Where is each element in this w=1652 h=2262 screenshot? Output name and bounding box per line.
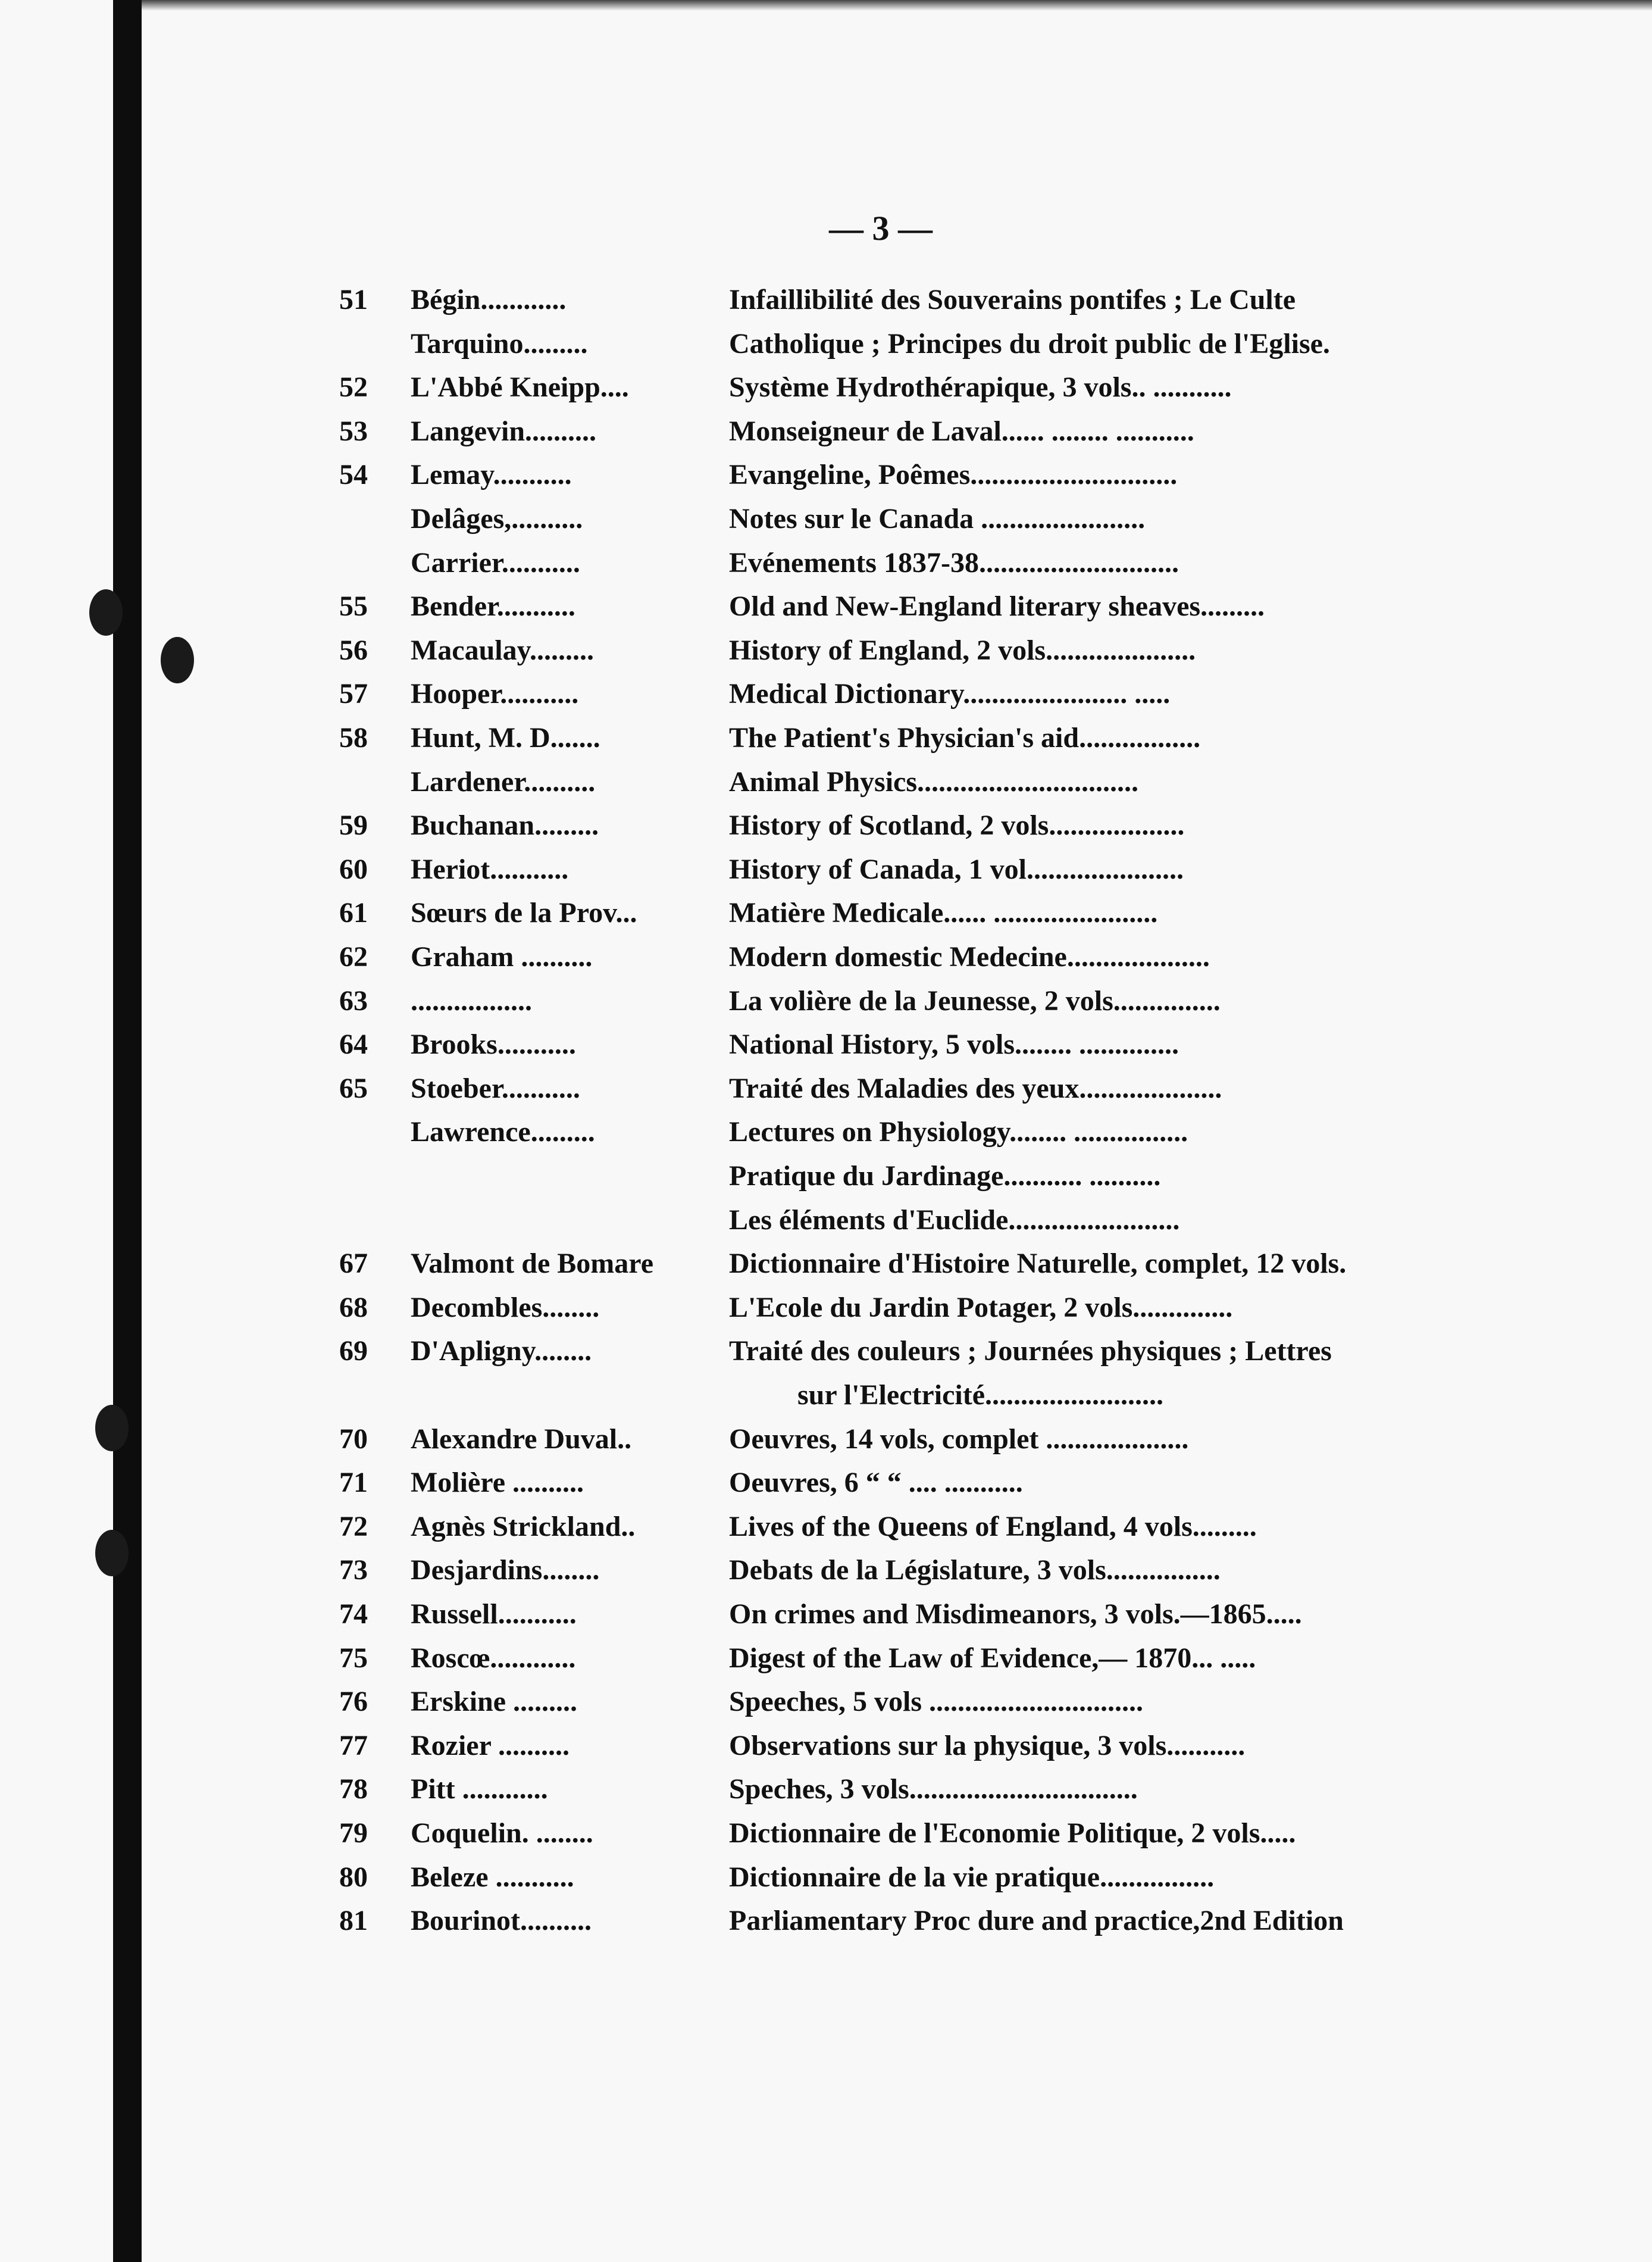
list-item [0, 453, 1652, 497]
entry-author: Stoeber........... [411, 1073, 580, 1104]
list-item [0, 1154, 1652, 1198]
entry-title: Lives of the Queens of England, 4 vols......... [729, 1511, 1257, 1542]
entry-number: 81 [339, 1905, 368, 1936]
list-item [0, 1242, 1652, 1286]
list-item [0, 1110, 1652, 1154]
entry-title: Medical Dictionary....................... ..... [729, 678, 1171, 710]
entry-author: Heriot........... [411, 854, 569, 885]
entry-number: 53 [339, 415, 368, 447]
entry-title: Dictionnaire de l'Economie Politique, 2 vols..... [729, 1817, 1296, 1849]
list-item [0, 848, 1652, 892]
entry-title: History of Canada, 1 vol...................... [729, 854, 1184, 885]
entry-title: Matière Medicale...... ....................... [729, 897, 1158, 929]
list-item [0, 672, 1652, 716]
entry-title: Debats de la Législature, 3 vols................ [729, 1554, 1221, 1586]
entry-title: Speches, 3 vols................................ [729, 1773, 1138, 1805]
entry-number: 51 [339, 284, 368, 315]
entry-number: 72 [339, 1511, 368, 1542]
entry-author: Valmont de Bomare [411, 1248, 653, 1279]
entry-number: 78 [339, 1773, 368, 1805]
entry-title: Monseigneur de Laval...... ........ ........... [729, 415, 1194, 447]
entry-title: Speeches, 5 vols .............................. [729, 1686, 1143, 1717]
list-item [0, 322, 1652, 366]
entry-author: Tarquino......... [411, 328, 588, 360]
list-item [0, 585, 1652, 629]
list-item [0, 1636, 1652, 1680]
entry-number: 80 [339, 1861, 368, 1893]
entry-title: sur l'Electricité......................... [797, 1379, 1163, 1411]
list-item [0, 497, 1652, 541]
entry-title: Parliamentary Proc dure and practice,2nd Edition [729, 1905, 1344, 1936]
entry-title: The Patient's Physician's aid................. [729, 722, 1201, 754]
entry-number: 71 [339, 1467, 368, 1498]
entry-title: Old and New-England literary sheaves......... [729, 591, 1265, 622]
entry-author: Bégin............ [411, 284, 567, 315]
entry-title: La volière de la Jeunesse, 2 vols............... [729, 985, 1221, 1017]
entry-number: 61 [339, 897, 368, 929]
list-item [0, 935, 1652, 979]
entry-title: Système Hydrothérapique, 3 vols.. ........... [729, 371, 1232, 403]
list-item [0, 629, 1652, 673]
list-item [0, 365, 1652, 410]
entry-title: Pratique du Jardinage........... .......... [729, 1160, 1161, 1192]
entry-author: Pitt ............ [411, 1773, 548, 1805]
entry-number: 69 [339, 1335, 368, 1367]
entry-number: 58 [339, 722, 368, 754]
entry-title: Oeuvres, 6 “ “ .... ........... [729, 1467, 1023, 1498]
entry-title: Oeuvres, 14 vols, complet .................... [729, 1423, 1189, 1455]
entry-title: Les éléments d'Euclide........................ [729, 1204, 1180, 1236]
entry-number: 75 [339, 1642, 368, 1674]
entry-number: 67 [339, 1248, 368, 1279]
entry-author: Lawrence......... [411, 1116, 595, 1148]
list-item [0, 1680, 1652, 1724]
list-item [0, 1811, 1652, 1855]
entry-title: Evangeline, Poêmes............................. [729, 459, 1178, 490]
entry-title: Digest of the Law of Evidence,— 1870... ..... [729, 1642, 1256, 1674]
entry-title: Modern domestic Medecine.................... [729, 941, 1210, 973]
entry-title: National History, 5 vols........ .............. [729, 1029, 1179, 1060]
list-item [0, 1899, 1652, 1943]
list-item [0, 1855, 1652, 1899]
entry-number: 70 [339, 1423, 368, 1455]
entry-author: Langevin.......... [411, 415, 597, 447]
entry-author: Coquelin. ........ [411, 1817, 593, 1849]
entry-number: 65 [339, 1073, 368, 1104]
entry-title: Dictionnaire d'Histoire Naturelle, complet, 12 vols. [729, 1248, 1347, 1279]
entry-title: L'Ecole du Jardin Potager, 2 vols.............. [729, 1292, 1233, 1323]
entry-author: Macaulay......... [411, 635, 594, 666]
entry-title: Infaillibilité des Souverains pontifes ; Le Culte [729, 284, 1296, 315]
list-item [0, 1548, 1652, 1592]
entry-author: L'Abbé Kneipp.... [411, 371, 629, 403]
entry-author: Brooks........... [411, 1029, 576, 1060]
entry-number: 77 [339, 1730, 368, 1761]
list-item [0, 541, 1652, 585]
entry-number: 59 [339, 810, 368, 841]
list-item [0, 1592, 1652, 1636]
entry-title: Traité des Maladies des yeux.................... [729, 1073, 1222, 1104]
list-item [0, 1373, 1652, 1417]
entry-number: 55 [339, 591, 368, 622]
entry-author: Bourinot.......... [411, 1905, 592, 1936]
entry-author: Hunt, M. D....... [411, 722, 600, 754]
entry-author: Carrier........... [411, 547, 580, 579]
list-item [0, 410, 1652, 454]
entry-author: Decombles........ [411, 1292, 600, 1323]
entry-title: Lectures on Physiology........ ................ [729, 1116, 1188, 1148]
entry-author: Roscœ............ [411, 1642, 576, 1674]
entry-number: 79 [339, 1817, 368, 1849]
entry-author: Alexandre Duval.. [411, 1423, 632, 1455]
entry-author: D'Apligny........ [411, 1335, 592, 1367]
list-item [0, 804, 1652, 848]
entry-title: Catholique ; Principes du droit public de l'Eglise. [729, 328, 1330, 360]
list-item [0, 1286, 1652, 1330]
entry-number: 76 [339, 1686, 368, 1717]
entry-title: History of Scotland, 2 vols................... [729, 810, 1185, 841]
list-item [0, 1023, 1652, 1067]
entry-number: 56 [339, 635, 368, 666]
entry-title: Notes sur le Canada ....................... [729, 503, 1146, 535]
entry-author: Sœurs de la Prov... [411, 897, 637, 929]
entry-author: Beleze ........... [411, 1861, 574, 1893]
entry-author: Molière .......... [411, 1467, 584, 1498]
entry-title: Traité des couleurs ; Journées physiques ; Lettres [729, 1335, 1332, 1367]
entry-author: ................. [411, 985, 532, 1017]
entry-title: Animal Physics............................... [729, 766, 1139, 798]
entry-author: Rozier .......... [411, 1730, 570, 1761]
entry-number: 74 [339, 1598, 368, 1630]
entry-number: 54 [339, 459, 368, 490]
entry-number: 57 [339, 678, 368, 710]
entry-author: Erskine ......... [411, 1686, 578, 1717]
list-item [0, 760, 1652, 804]
entry-author: Lemay........... [411, 459, 572, 490]
list-item [0, 891, 1652, 935]
entry-author: Hooper........... [411, 678, 579, 710]
entry-title: On crimes and Misdimeanors, 3 vols.—1865..... [729, 1598, 1302, 1630]
entry-author: Agnès Strickland.. [411, 1511, 636, 1542]
entry-number: 63 [339, 985, 368, 1017]
list-item [0, 278, 1652, 322]
entry-number: 73 [339, 1554, 368, 1586]
entry-number: 52 [339, 371, 368, 403]
list-item [0, 1417, 1652, 1461]
entry-author: Buchanan......... [411, 810, 599, 841]
entry-title: Evénements 1837-38............................ [729, 547, 1179, 579]
entry-author: Lardener.......... [411, 766, 596, 798]
entry-number: 60 [339, 854, 368, 885]
entry-title: Observations sur la physique, 3 vols........... [729, 1730, 1246, 1761]
list-item [0, 1198, 1652, 1242]
list-item [0, 1505, 1652, 1549]
entry-author: Bender........... [411, 591, 575, 622]
entry-author: Desjardins........ [411, 1554, 600, 1586]
entry-number: 64 [339, 1029, 368, 1060]
list-item [0, 979, 1652, 1023]
entry-author: Delâges,.......... [411, 503, 583, 535]
list-item [0, 716, 1652, 760]
list-item [0, 1067, 1652, 1111]
list-item [0, 1461, 1652, 1505]
entry-title: Dictionnaire de la vie pratique................ [729, 1861, 1215, 1893]
entry-number: 62 [339, 941, 368, 973]
page-number: — 3 — [829, 209, 933, 248]
list-item [0, 1767, 1652, 1811]
entry-number: 68 [339, 1292, 368, 1323]
entry-author: Graham .......... [411, 941, 593, 973]
list-item [0, 1329, 1652, 1373]
entry-title: History of England, 2 vols..................... [729, 635, 1196, 666]
list-item [0, 1724, 1652, 1768]
entry-author: Russell........... [411, 1598, 577, 1630]
